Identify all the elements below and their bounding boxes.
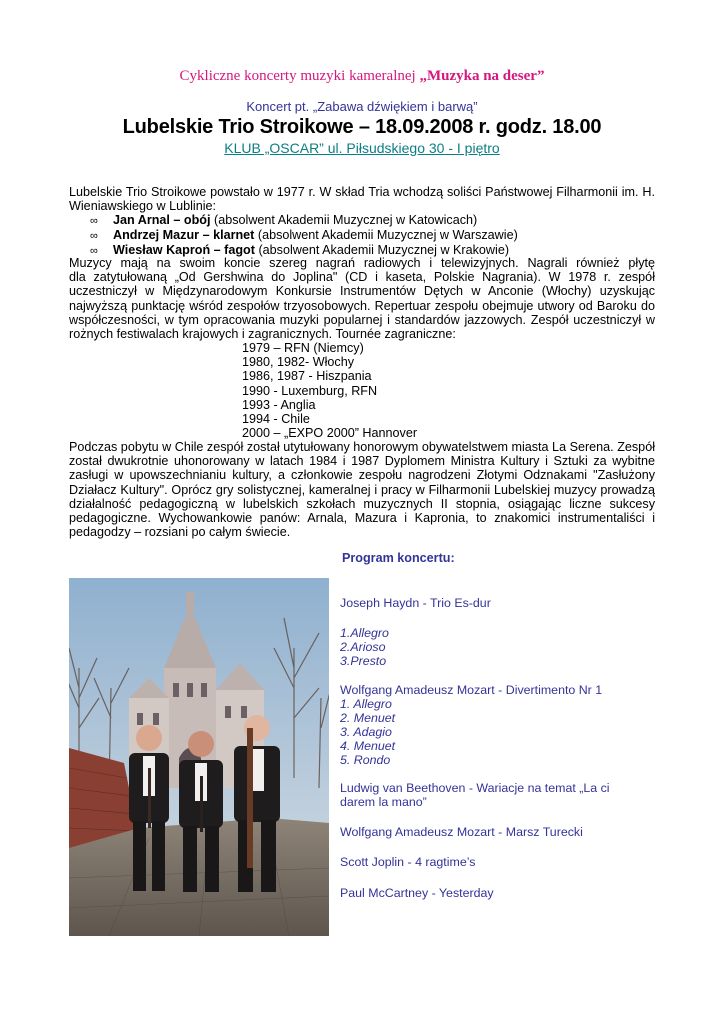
series-title bbox=[0, 68, 724, 85]
text-line: Podczas pobytu w Chile zespół został utytułowany honorowym obywatelstwem miasta La Serena. Zespół bbox=[69, 440, 655, 454]
program-item-mozart-march: Wolfgang Amadeusz Mozart - Marsz Turecki bbox=[340, 825, 583, 839]
program-parts-mozart bbox=[340, 697, 640, 767]
movement: 2. Menuet bbox=[340, 711, 396, 725]
member-item bbox=[90, 228, 518, 243]
text-line: uczestniczył w Międzynarodowym Konkursie Instrumentów Dętych w Anconie (Włochy) uzyskując bbox=[69, 284, 655, 299]
series-name: „Muzyka na deser” bbox=[419, 68, 545, 84]
member-name: Jan Arnal – obój bbox=[113, 213, 211, 227]
text-line: pedagogiczne. Wychowankowie panów: Arnala, Mazura i Kapronia, to znakomici instrumentaliści i bbox=[69, 511, 655, 526]
tour-item: 1994 - Chile bbox=[242, 412, 310, 427]
text-line: najwyższą punktację wśród zespołów trzyosobowych. Repertuar zespołu obejmuje utwory od Baroku do bbox=[69, 298, 655, 313]
intro-line-2: Wieniawskiego w Lublinie: bbox=[69, 199, 216, 213]
program-item-joplin: Scott Joplin - 4 ragtime’s bbox=[340, 855, 476, 869]
movement: 1.Allegro bbox=[340, 626, 389, 640]
text-line: Ludwig van Beethoven - Wariacje na temat „La ci bbox=[340, 781, 610, 795]
text-line: dla zatytułowaną „Od Gershwina do Joplina" (CD i kaseta, Polskie Nagrania). W 1978 r. zespół bbox=[69, 270, 655, 285]
infinity-bullet-icon: ∞ bbox=[90, 230, 98, 243]
tour-item: 2000 – „EXPO 2000” Hannover bbox=[242, 426, 418, 441]
movement: 5. Rondo bbox=[340, 753, 391, 767]
tours-list bbox=[242, 341, 417, 440]
tour-item: 1979 – RFN (Niemcy) bbox=[242, 341, 364, 355]
movement: 3.Presto bbox=[340, 654, 387, 668]
movement: 1. Allegro bbox=[340, 697, 392, 711]
intro-line-1: Lubelskie Trio Stroikowe powstało w 1977 r. W skład Tria wchodzą soliści Państwowej Filharmonii im. H. bbox=[69, 185, 655, 199]
member-desc: (absolwent Akademii Muzycznej w Katowicach) bbox=[210, 213, 478, 227]
program-item-haydn: Joseph Haydn - Trio Es-dur bbox=[340, 596, 491, 610]
movement: 4. Menuet bbox=[340, 739, 396, 753]
member-desc: (absolwent Akademii Muzycznej w Warszawie) bbox=[254, 228, 518, 243]
text-line: zasługi w upowszechnianiu kultury, a członkowie zespołu nagrodzeni Złotymi Odznakami "Zasłużony bbox=[69, 468, 655, 483]
program-item-mozart-divertimento: Wolfgang Amadeusz Mozart - Divertimento Nr 1 bbox=[340, 683, 603, 697]
tour-item: 1986, 1987 - Hiszpania bbox=[242, 369, 372, 384]
program-heading: Program koncertu: bbox=[342, 551, 455, 565]
trio-photo-illustration bbox=[69, 578, 329, 936]
movement: 3. Adagio bbox=[340, 725, 392, 739]
movement: 2.Arioso bbox=[340, 640, 386, 654]
member-item bbox=[90, 213, 518, 228]
trio-photo bbox=[69, 578, 329, 936]
text-line: Działacz Kultury". Oprócz gry solistycznej, kameralnej i pracy w Filharmonii Lubelskiej muzycy prowadzą bbox=[69, 482, 655, 497]
program-parts-haydn bbox=[340, 626, 640, 668]
tour-item: 1990 - Luxemburg, RFN bbox=[242, 383, 378, 398]
venue-link[interactable]: KLUB „OSCAR” ul. Piłsudskiego 30 - I piętro bbox=[224, 140, 500, 156]
text-line: został dwukrotnie uhonorowany w latach 1984 i 1987 Dyplomem Ministra Kultury i Sztuki za wybitne bbox=[69, 454, 655, 469]
text-line: działalność pedagogiczną w lubelskich szkołach muzycznych II stopnia, osiągając liczne sukcesy bbox=[69, 496, 655, 511]
members-list bbox=[90, 213, 518, 259]
program-item-beethoven bbox=[340, 781, 640, 809]
page-title: Lubelskie Trio Stroikowe – 18.09.2008 r. godz. 18.00 bbox=[122, 116, 602, 138]
member-name: Andrzej Mazur – klarnet bbox=[113, 228, 255, 243]
text-line: rożnych festiwalach krajowych i zagranicznych. Tournée zagraniczne: bbox=[69, 327, 456, 342]
member-name: Wiesław Kaproń – fagot bbox=[113, 243, 255, 258]
member-desc: (absolwent Akademii Muzycznej w Krakowie) bbox=[254, 243, 510, 258]
awards-paragraph bbox=[69, 440, 655, 539]
tour-item: 1993 - Anglia bbox=[242, 397, 316, 412]
program-item-mccartney: Paul McCartney - Yesterday bbox=[340, 886, 494, 900]
text-line: współczesności, w tym opracowania muzyki popularnej i standardów jazzowych. Zespół uczestniczył w bbox=[69, 312, 655, 327]
history-paragraph bbox=[69, 256, 655, 341]
text-line: Muzycy mają na swoim koncie szereg nagrań radiowych i telewizyjnych. Nagrali również płytę bbox=[69, 256, 655, 270]
text-line: pedagodzy – rozsiani po całym świecie. bbox=[69, 525, 291, 540]
series-prefix: Cykliczne koncerty muzyki kameralnej bbox=[179, 68, 420, 84]
tour-item: 1980, 1982- Włochy bbox=[242, 355, 355, 370]
infinity-bullet-icon: ∞ bbox=[90, 215, 98, 227]
infinity-bullet-icon: ∞ bbox=[90, 245, 98, 258]
concert-subtitle: Koncert pt. „Zabawa dźwiękiem i barwą” bbox=[246, 99, 478, 114]
text-line: darem la mano” bbox=[340, 795, 427, 809]
